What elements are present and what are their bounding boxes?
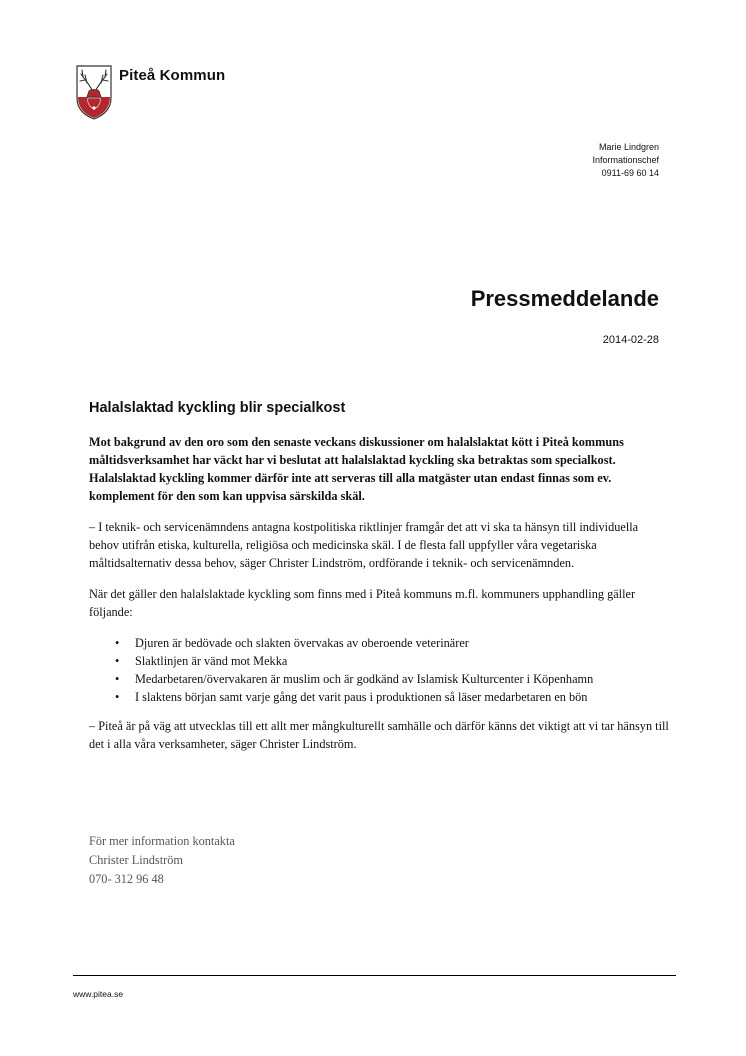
bullet-list: [89, 634, 669, 706]
article-paragraph-3: – Piteå är på väg att utvecklas till ett allt mer mångkulturellt samhälle och därför känns det viktigt att vi tar hänsyn till det i alla våra verksamheter, säger Christer Lindström.: [89, 719, 669, 751]
press-contact: [592, 141, 659, 180]
list-item: • Djuren är bedövade och slakten övervakas av oberoende veterinärer: [115, 634, 669, 652]
footer-divider: [73, 975, 676, 976]
footer-website-link[interactable]: www.pitea.se: [73, 989, 124, 999]
list-item: • I slaktens början samt varje gång det varit paus i produktionen så läser medarbetaren en bön: [115, 688, 669, 706]
reindeer-coat-of-arms-icon: [75, 64, 113, 120]
more-info-contact: [89, 832, 235, 889]
more-info-label: För mer information kontakta: [89, 834, 235, 848]
more-info-phone: 070- 312 96 48: [89, 872, 164, 886]
article-headline: Halalslaktad kyckling blir specialkost: [89, 400, 346, 416]
list-item: • Slaktlinjen är vänd mot Mekka: [115, 652, 669, 670]
article-paragraph-1: – I teknik- och servicenämndens antagna kostpolitiska riktlinjer framgår det att vi ska ta hänsyn till individuella behov utifrån etiska, kulturella, religiösa och medicinska skäl. I de flesta fall uppfyller våra vegetariska måltidsalternativ dessa behov, säger Christer Lindström, ordförande i teknik- och servicenämnden.: [89, 520, 639, 570]
list-item: • Medarbetaren/övervakaren är muslim och är godkänd av Islamisk Kulturcenter i Köpenhamn: [115, 670, 669, 688]
article-lead: Mot bakgrund av den oro som den senaste veckans diskussioner om halalslaktat kött i Piteå kommuns måltidsverksamhet har väckt har vi beslutat att halalslaktad kyckling ska betraktas som specialkost. Halalslaktad kyckling kommer därför inte att serveras till alla matgäster utan endast finnas som ev. komplement för den som kan uppvisa särskilda skäl.: [89, 435, 624, 503]
contact-phone: 0911-69 60 14: [601, 168, 659, 178]
article-paragraph-2: När det gäller den halalslaktade kyckling som finns med i Piteå kommuns m.fl. kommuners upphandling gäller följande:: [89, 587, 636, 619]
contact-name: Marie Lindgren: [598, 142, 659, 152]
document-date: 2014-02-28: [602, 334, 659, 346]
document-type-heading: Pressmeddelande: [470, 286, 659, 311]
more-info-name: Christer Lindström: [89, 853, 183, 867]
contact-title: Informationschef: [592, 155, 659, 165]
article-body: [89, 400, 669, 766]
org-name: Piteå Kommun: [119, 67, 226, 84]
